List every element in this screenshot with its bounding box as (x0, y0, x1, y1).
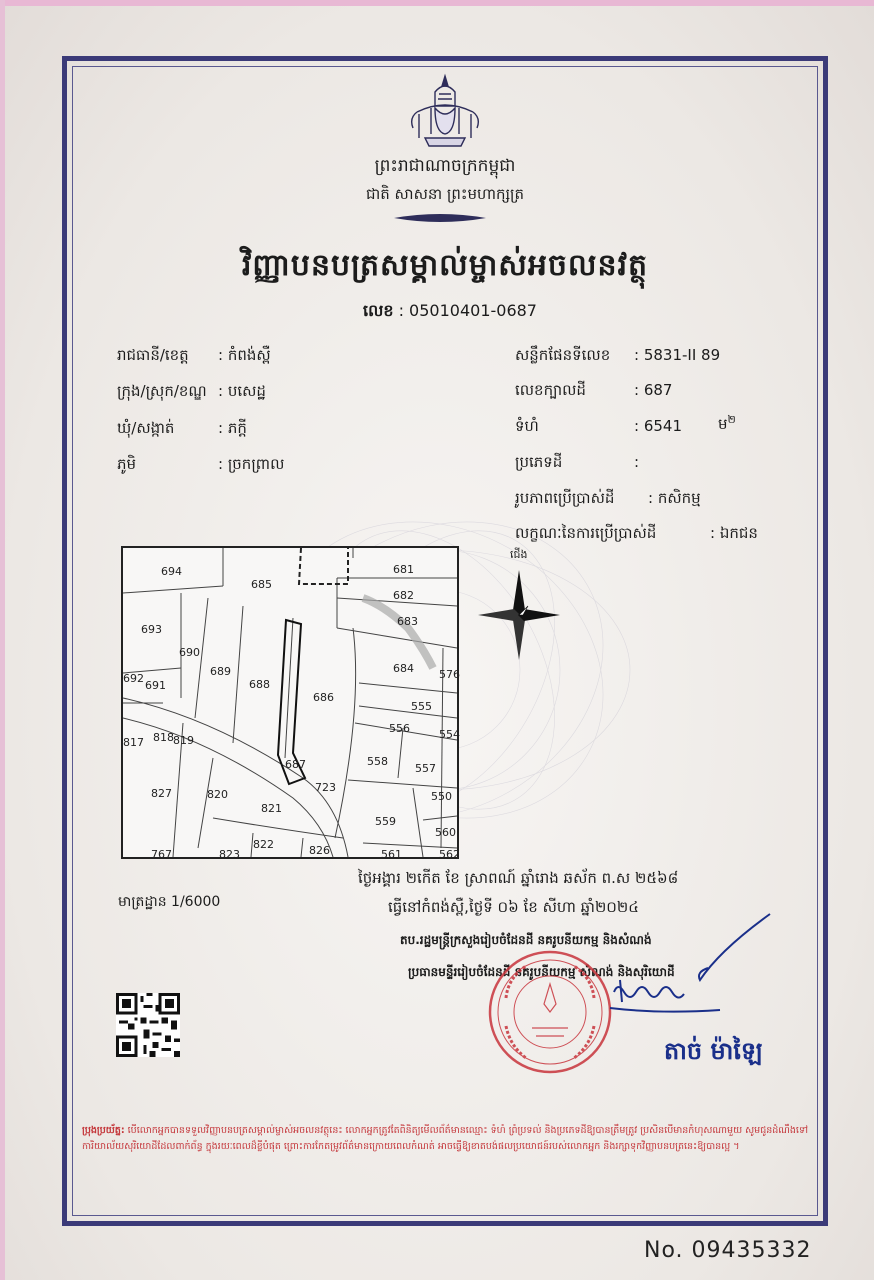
warning-notice (82, 1123, 812, 1155)
village-label: ភូមិ (117, 455, 137, 473)
parcel-label: 560 (435, 826, 456, 839)
parcel-label: 683 (397, 615, 418, 628)
signatory-name: តាច់ ម៉ាឡៃ (664, 1037, 763, 1065)
number-label: លេខ (363, 301, 394, 320)
village-value: : ច្រកព្រាល (218, 455, 285, 473)
parcel-number-label: លេខក្បាលដី (515, 381, 586, 399)
land-type-label: ប្រភេទដី (515, 453, 563, 471)
commune-value: : ភក្តី (218, 419, 247, 437)
handwritten-signature (600, 910, 790, 1020)
parcel-label: 688 (249, 678, 270, 691)
parcel-label: 556 (389, 722, 410, 735)
parcel-label: 687 (285, 758, 306, 771)
parcel-label: 818 (153, 731, 174, 744)
minister-line: តប.រដ្ឋមន្ត្រីក្រសួងរៀបចំដែនដី នគរូបនីយកម្ម និងសំណង់ (400, 933, 652, 947)
area-value: : 6541 (634, 417, 682, 435)
parcel-label: 562 (439, 848, 460, 861)
certificate-number (300, 300, 600, 324)
north-label: ជើង (510, 548, 528, 561)
parcel-label: 686 (313, 691, 334, 704)
parcel-label: 559 (375, 815, 396, 828)
official-seal-stamp (486, 948, 614, 1076)
parcel-label: 684 (393, 662, 414, 675)
parcel-label: 821 (261, 802, 282, 815)
north-compass (476, 548, 562, 660)
district-label: ក្រុង/ស្រុក/ខណ្ឌ (117, 382, 207, 400)
province-label: រាជធានី/ខេត្ត (117, 346, 189, 364)
parcel-label: 693 (141, 623, 162, 636)
area-label: ទំហំ (515, 417, 539, 435)
parcel-label: 554 (439, 728, 460, 741)
kingdom-heading: ព្រះរាជាណាចក្រកម្ពុជា (374, 156, 516, 176)
parcel-label: 823 (219, 848, 240, 861)
lunar-date: ថ្ងៃអង្គារ ២កើត ខែ ស្រាពណ៍ ឆ្នាំរោង ឆស័ក ព.ស ២៥៦៨ (358, 869, 679, 887)
area-unit-sup: ២ (727, 413, 736, 426)
parcel-label: 557 (415, 762, 436, 775)
province-value: : កំពង់ស្ពឺ (218, 346, 271, 364)
land-type-value: : (634, 453, 640, 471)
parcel-label: 682 (393, 589, 414, 602)
parcel-label: 692 (123, 672, 144, 685)
parcel-label: 817 (123, 736, 144, 749)
number-value: : 05010401-0687 (398, 301, 537, 320)
parcel-label: 555 (411, 700, 432, 713)
parcel-label: 826 (309, 844, 330, 857)
pink-edge-left (0, 0, 5, 1280)
ownership-value: : ឯកជន (710, 524, 758, 542)
motto-heading: ជាតិ សាសនា ព្រះមហាក្សត្រ (365, 185, 525, 203)
warning-body: បើលោកអ្នកបានទទួលវិញ្ញាបនបត្រសម្គាល់ម្ចាស់អចលនវត្ថុនេះ លោកអ្នកត្រូវតែពិនិត្យមើលព័ត៌មានឈ្មោះ ទំហំ ព្រំប្រទល់ និងប្រភេទដីឱ្យបានត្រឹមត្រូវ ប្រសិនបើមានកំហុសណាមួយ សូមជូនដំណឹងទៅការិយាល័យសុរិយោដីដែលពាក់ព័ន្ធ ក្នុងរយៈពេលដ៏ខ្លីបំផុត ព្រោះការកែតម្រូវព័ត៌មានក្រោយពេលកំណត់ អាចធ្វើឱ្យខាតបង់ផលប្រយោជន៍របស់លោកអ្នក និងរក្សាទុកវិញ្ញាបនបត្រនេះឱ្យបានល្អ ។ (82, 1125, 808, 1152)
solar-date: ធ្វើនៅកំពង់ស្ពឺ,ថ្ងៃទី ០៦ ខែ សីហា ឆ្នាំ២០២៤ (388, 898, 639, 916)
parcel-label: 690 (179, 646, 200, 659)
parcel-label: 681 (393, 563, 414, 576)
map-scale: មាត្រដ្ឋាន 1/6000 (118, 894, 221, 910)
serial-number: No. 09435332 (644, 1238, 812, 1263)
land-use-label: រូបភាពប្រើប្រាស់ដី (515, 489, 615, 507)
parcel-label: 685 (251, 578, 272, 591)
pink-edge-top (0, 0, 874, 6)
warning-head: ប្រុងប្រយ័ត្ន: (82, 1125, 125, 1136)
land-use-value: : កសិកម្ម (648, 489, 701, 507)
parcel-label: 694 (161, 565, 182, 578)
parcel-label: 689 (210, 665, 231, 678)
parcel-number-value: : 687 (634, 381, 673, 399)
certificate-title: វិញ្ញាបនបត្រសម្គាល់ម្ចាស់អចលនវត្ថុ (241, 248, 649, 283)
area-unit (718, 413, 736, 437)
parcel-label: 561 (381, 848, 402, 861)
map-sheet-value: : 5831-II 89 (634, 346, 721, 364)
commune-label: ឃុំ/សង្កាត់ (117, 419, 175, 437)
parcel-label: 822 (253, 838, 274, 851)
parcel-label: 691 (145, 679, 166, 692)
compass-rose-icon (476, 548, 562, 660)
royal-emblem-icon (405, 72, 485, 152)
area-unit-text: ម (718, 415, 728, 433)
parcel-label: 576 (439, 668, 460, 681)
cadastral-map-svg (123, 548, 460, 861)
parcel-label: 558 (367, 755, 388, 768)
ownership-label: លក្ខណៈនៃការប្រើប្រាស់ដី (515, 524, 657, 542)
parcel-label: 550 (431, 790, 452, 803)
district-value: : បសេដ្ឋ (218, 382, 266, 400)
parcel-label: 767 (151, 848, 172, 861)
map-sheet-label: សន្លឹកផែនទីលេខ (515, 346, 611, 364)
ornament-divider (392, 212, 488, 224)
director-line: ប្រធានមន្ទីររៀបចំដែនដី នគរូបនីយកម្ម សំណង់ និងសុរិយោដី (408, 965, 675, 979)
parcel-label: 819 (173, 734, 194, 747)
parcel-label: 827 (151, 787, 172, 800)
parcel-label: 820 (207, 788, 228, 801)
cadastral-map (121, 546, 459, 859)
parcel-label: 723 (315, 781, 336, 794)
qr-code-icon (116, 993, 180, 1057)
